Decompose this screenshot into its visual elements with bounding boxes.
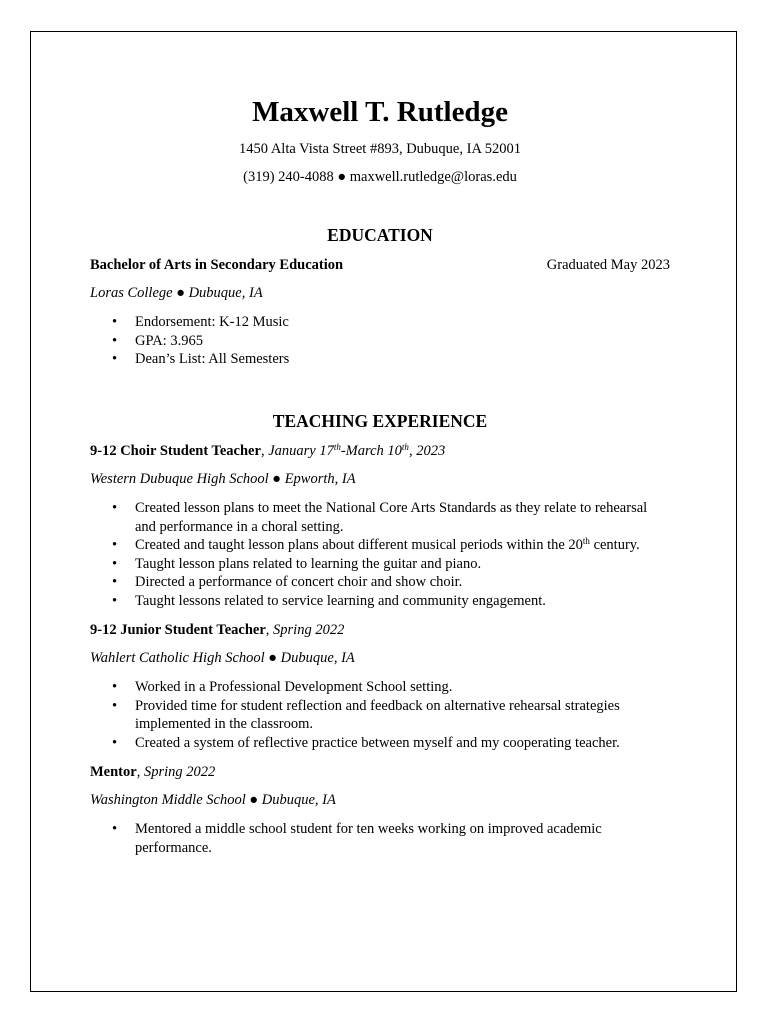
resume-page	[30, 31, 737, 992]
job-title: Mentor	[90, 764, 137, 780]
job-title-line: Mentor, Spring 2022	[90, 764, 216, 780]
job-school: Western Dubuque High School ● Epworth, IA	[90, 471, 356, 487]
list-item: • Endorsement: K-12 Music	[112, 314, 289, 330]
education-heading: EDUCATION	[327, 225, 433, 245]
list-item: • Worked in a Professional Development School setting.	[112, 679, 453, 695]
job-bullet-list	[90, 820, 670, 857]
bullet-icon: •	[112, 332, 118, 349]
bullet-icon: •	[112, 734, 118, 751]
job-school: Wahlert Catholic High School ● Dubuque, IA	[90, 650, 355, 666]
job-title-line: 9-12 Junior Student Teacher, Spring 2022	[90, 622, 345, 638]
job-bullet-list	[90, 499, 670, 611]
job-title-line: 9-12 Choir Student Teacher, January 17th-March 10th, 2023	[90, 442, 446, 459]
experience-heading: TEACHING EXPERIENCE	[272, 411, 488, 431]
list-item: • Created lesson plans to meet the National Core Arts Standards as they relate to rehearsal and performance in a choral setting.	[112, 500, 648, 535]
job-school: Washington Middle School ● Dubuque, IA	[90, 792, 336, 808]
education-school: Loras College ● Dubuque, IA	[90, 285, 263, 301]
job-dates: January 17th-March 10th, 2023	[268, 442, 446, 459]
bullet-icon: •	[112, 351, 118, 368]
list-item: • Provided time for student reflection and feedback on alternative rehearsal strategies implemented in the classroom.	[112, 697, 620, 733]
list-item: • Created and taught lesson plans about different musical periods within the 20th century.	[112, 536, 640, 554]
bullet-icon: •	[112, 697, 118, 714]
list-item: • Taught lesson plans related to learning the guitar and piano.	[112, 555, 482, 572]
bullet-icon: •	[112, 679, 118, 695]
bullet-icon: •	[112, 821, 118, 837]
job-dates: Spring 2022	[273, 622, 345, 638]
job-title: 9-12 Choir Student Teacher	[90, 443, 261, 459]
bullet-icon: •	[112, 574, 118, 591]
list-item: • Dean’s List: All Semesters	[112, 351, 290, 368]
degree-title: Bachelor of Arts in Secondary Education	[90, 257, 344, 273]
bullet-icon: •	[112, 537, 118, 554]
bullet-icon: •	[112, 555, 118, 572]
bullet-icon: •	[112, 500, 118, 516]
list-item: • Directed a performance of concert choir and show choir.	[112, 574, 463, 591]
job-bullet-list	[90, 678, 670, 752]
bullet-icon: •	[112, 314, 118, 330]
job-dates: Spring 2022	[143, 764, 216, 780]
phone-email-line: (319) 240-4088 ● maxwell.rutledge@loras.edu	[243, 169, 517, 185]
candidate-name: Maxwell T. Rutledge	[252, 96, 508, 128]
list-item: • Taught lessons related to service learning and community engagement.	[112, 592, 546, 609]
bullet-icon: •	[112, 592, 118, 609]
address-line: 1450 Alta Vista Street #893, Dubuque, IA 52001	[239, 141, 521, 157]
graduation-date: Graduated May 2023	[546, 257, 670, 273]
job-title: 9-12 Junior Student Teacher	[90, 622, 266, 638]
list-item: • GPA: 3.965	[112, 332, 203, 349]
education-bullet-list	[90, 313, 670, 369]
list-item: • Mentored a middle school student for ten weeks working on improved academic performance.	[112, 821, 602, 856]
list-item: • Created a system of reflective practice between myself and my cooperating teacher.	[112, 734, 620, 751]
